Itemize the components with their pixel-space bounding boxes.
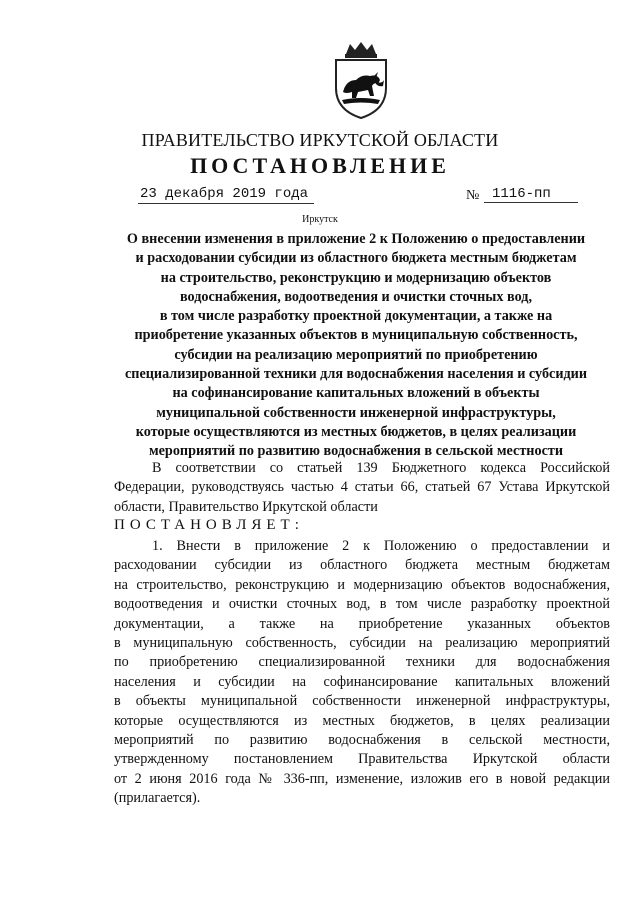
text-line: утвержденному постановлением Правительства Иркутской области: [114, 751, 610, 768]
title-line: на строительство, реконструкцию и модернизацию объектов: [160, 269, 552, 286]
document-number: 1116-пп: [484, 186, 578, 203]
title-line: субсидии на реализацию мероприятий по приобретению: [174, 346, 538, 363]
text-line: по приобретению специализированной техники для водоснабжения: [114, 654, 610, 671]
document-title: [96, 230, 616, 462]
title-line: водоснабжения, водоотведения и очистки сточных вод,: [179, 288, 532, 305]
title-line: и расходовании субсидии из областного бюджета местным бюджетам: [135, 250, 577, 267]
text-line: на строительство, реконструкцию и модернизацию объектов водоснабжения,: [114, 576, 610, 593]
title-line: О внесении изменения в приложение 2 к Положению о предоставлении: [126, 231, 586, 247]
title-line: в том числе разработку проектной документации, а также на: [159, 308, 553, 325]
title-line: которые осуществляются из местных бюджетов, в целях реализации: [135, 423, 577, 440]
title-line: приобретение указанных объектов в муниципальную собственность,: [134, 327, 578, 344]
text-line: мероприятий по развитию водоснабжения в сельской местности,: [114, 732, 610, 749]
text-line: расходовании субсидии из областного бюджета местным бюджетам: [114, 557, 610, 574]
text-line: от 2 июня 2016 года № 336-пп, изменение, изложив его в новой редакции: [114, 770, 610, 787]
number-sign: №: [466, 188, 480, 203]
preamble-paragraph: [114, 459, 610, 517]
text-line: населения и субсидии на софинансирование капитальных вложений: [114, 673, 610, 690]
text-line: Федерации, руководствуясь частью 4 статьи 66, статьей 67 Устава Иркутской: [114, 479, 610, 496]
text-line: в объекты муниципальной собственности инженерной инфраструктуры,: [114, 693, 610, 710]
text-line: в муниципальную собственность, субсидии на реализацию мероприятий: [114, 635, 610, 652]
text-line: 1. Внести в приложение 2 к Положению о предоставлении и: [152, 538, 610, 554]
city-name: Иркутск: [302, 214, 338, 225]
text-line: (прилагается).: [114, 790, 201, 807]
text-line: В соответствии со статьей 139 Бюджетного кодекса Российской: [152, 460, 610, 476]
text-line: водоотведения и очистки сточных вод, в том числе разработку проектной: [114, 596, 610, 613]
organization-name: ПРАВИТЕЛЬСТВО ИРКУТСКОЙ ОБЛАСТИ: [141, 130, 499, 150]
title-line: специализированной техники для водоснабжения населения и субсидии: [124, 366, 588, 383]
title-line: мероприятий по развитию водоснабжения в сельской местности: [148, 443, 564, 460]
text-line: документации, а также на приобретение указанных объектов: [114, 615, 610, 632]
decree-word: ПОСТАНОВЛЯЕТ:: [114, 517, 304, 533]
document-date: 23 декабря 2019 года: [138, 186, 314, 204]
text-line: области, Правительство Иркутской области: [114, 498, 378, 515]
document-type: ПОСТАНОВЛЕНИЕ: [190, 153, 450, 178]
title-line: муниципальной собственности инженерной инфраструктуры,: [156, 404, 556, 421]
title-line: на софинансирование капитальных вложений в объекты: [172, 385, 540, 402]
irkutsk-coat-of-arms-babr-icon: [328, 40, 394, 120]
item-1-paragraph: [114, 537, 610, 809]
text-line: которые осуществляются из местных бюджетов, в целях реализации: [114, 712, 610, 729]
